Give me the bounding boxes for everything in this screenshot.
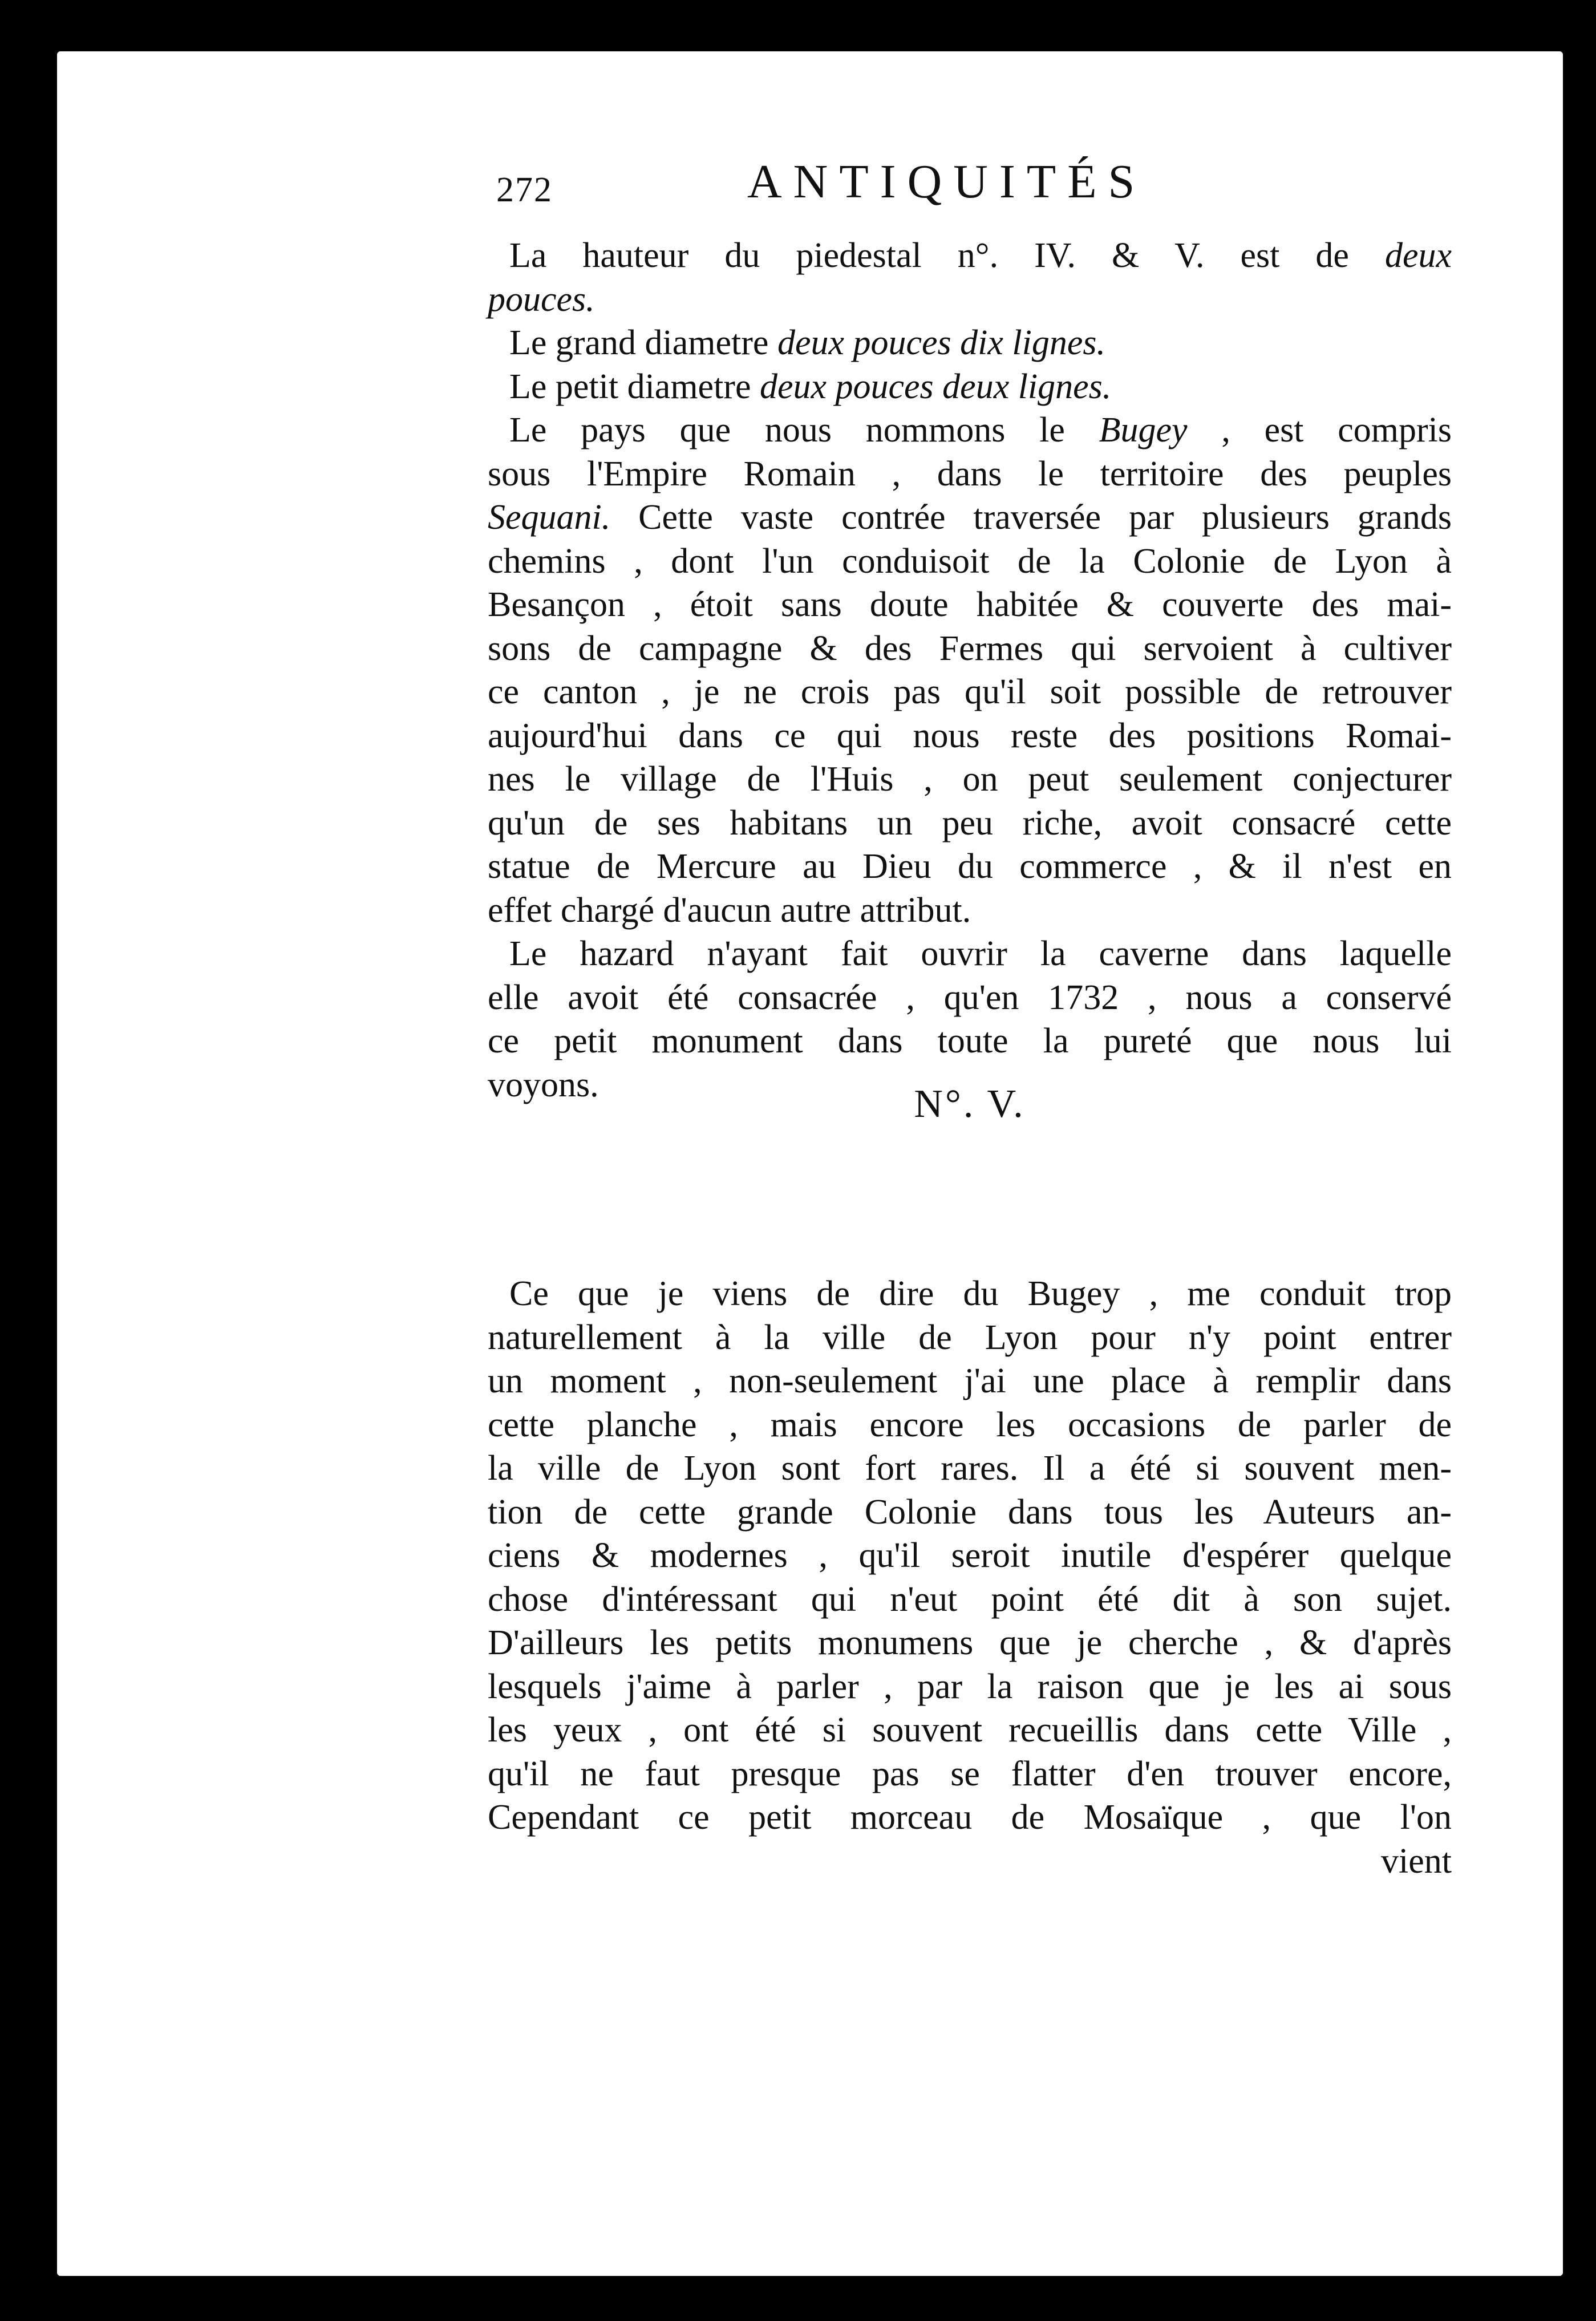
paragraph-line: Le hazard n'ayant fait ouvrir la caverne dans laquelle [509, 934, 1452, 973]
section-title: N°. V. [914, 1082, 1026, 1126]
catchword: vient [1381, 1841, 1452, 1881]
paragraph-line: les yeux , ont été si souvent recueillis dans cette Ville , [488, 1711, 1452, 1749]
paragraph-line: sons de campagne & des Fermes qui servoient à cultiver [488, 629, 1452, 668]
measurement-height-continuation: pouces. [488, 280, 595, 319]
measurement-small-diameter: Le petit diametre deux pouces deux lignes. [509, 367, 1112, 406]
body-text [488, 234, 1452, 1883]
paragraph-line: cette planche , mais encore les occasions de parler de [488, 1405, 1452, 1444]
measurement-height: La hauteur du piedestal n°. IV. & V. est de deux [509, 236, 1452, 275]
paragraph-line: un moment , non-seulement j'ai une place à remplir dans [488, 1362, 1452, 1400]
paragraph-line: tion de cette grande Colonie dans tous les Auteurs an- [488, 1492, 1452, 1532]
paragraph-line: qu'un de ses habitans un peu riche, avoit consacré cette [488, 803, 1452, 842]
page-number: 272 [496, 171, 553, 209]
paragraph-line: sous l'Empire Romain , dans le territoire des peuples [488, 454, 1452, 493]
paragraph-line: chemins , dont l'un conduisoit de la Colonie de Lyon à [488, 541, 1452, 581]
paragraph-line: naturellement à la ville de Lyon pour n'y point entrer [488, 1318, 1452, 1357]
paragraph-line: chose d'intéressant qui n'eut point été dit à son sujet. [488, 1579, 1452, 1619]
paragraph-line: aujourd'hui dans ce qui nous reste des positions Romai- [488, 716, 1452, 755]
paragraph-line: Besançon , étoit sans doute habitée & couverte des mai- [488, 585, 1452, 624]
running-head: ANTIQUITÉS [747, 155, 1147, 208]
paragraph-line: nes le village de l'Huis , on peut seulement conjecturer [488, 760, 1452, 799]
paragraph-line: statue de Mercure au Dieu du commerce , & il n'est en [488, 847, 1452, 886]
paragraph-line: D'ailleurs les petits monumens que je cherche , & d'après [488, 1623, 1452, 1662]
paragraph-line: la ville de Lyon sont fort rares. Il a été si souvent men- [488, 1449, 1452, 1488]
page-header [496, 154, 1209, 234]
paragraph-line: elle avoit été consacrée , qu'en 1732 , nous a conservé [488, 978, 1452, 1017]
paragraph-line: ce petit monument dans toute la pureté que nous lui [488, 1022, 1452, 1060]
paragraph-line: Sequani. Cette vaste contrée traversée par plusieurs grands [488, 498, 1452, 537]
measurement-large-diameter: Le grand diametre deux pouces dix lignes. [509, 323, 1105, 362]
paragraph-line: ce canton , je ne crois pas qu'il soit possible de retrouver [488, 673, 1452, 711]
paragraph-line: ciens & modernes , qu'il seroit inutile d'espérer quelque [488, 1536, 1452, 1575]
paragraph-line: Le pays que nous nommons le Bugey , est compris [509, 411, 1452, 449]
paragraph-line: Ce que je viens de dire du Bugey , me conduit trop [509, 1274, 1452, 1313]
paragraph-line: lesquels j'aime à parler , par la raison que je les ai sous [488, 1667, 1452, 1706]
paragraph-line: voyons. [488, 1065, 599, 1104]
paragraph-line: qu'il ne faut presque pas se flatter d'en trouver encore, [488, 1754, 1452, 1793]
paragraph-line: Cependant ce petit morceau de Mosaïque , que l'on [488, 1798, 1452, 1837]
paragraph-line: effet chargé d'aucun autre attribut. [488, 890, 971, 930]
